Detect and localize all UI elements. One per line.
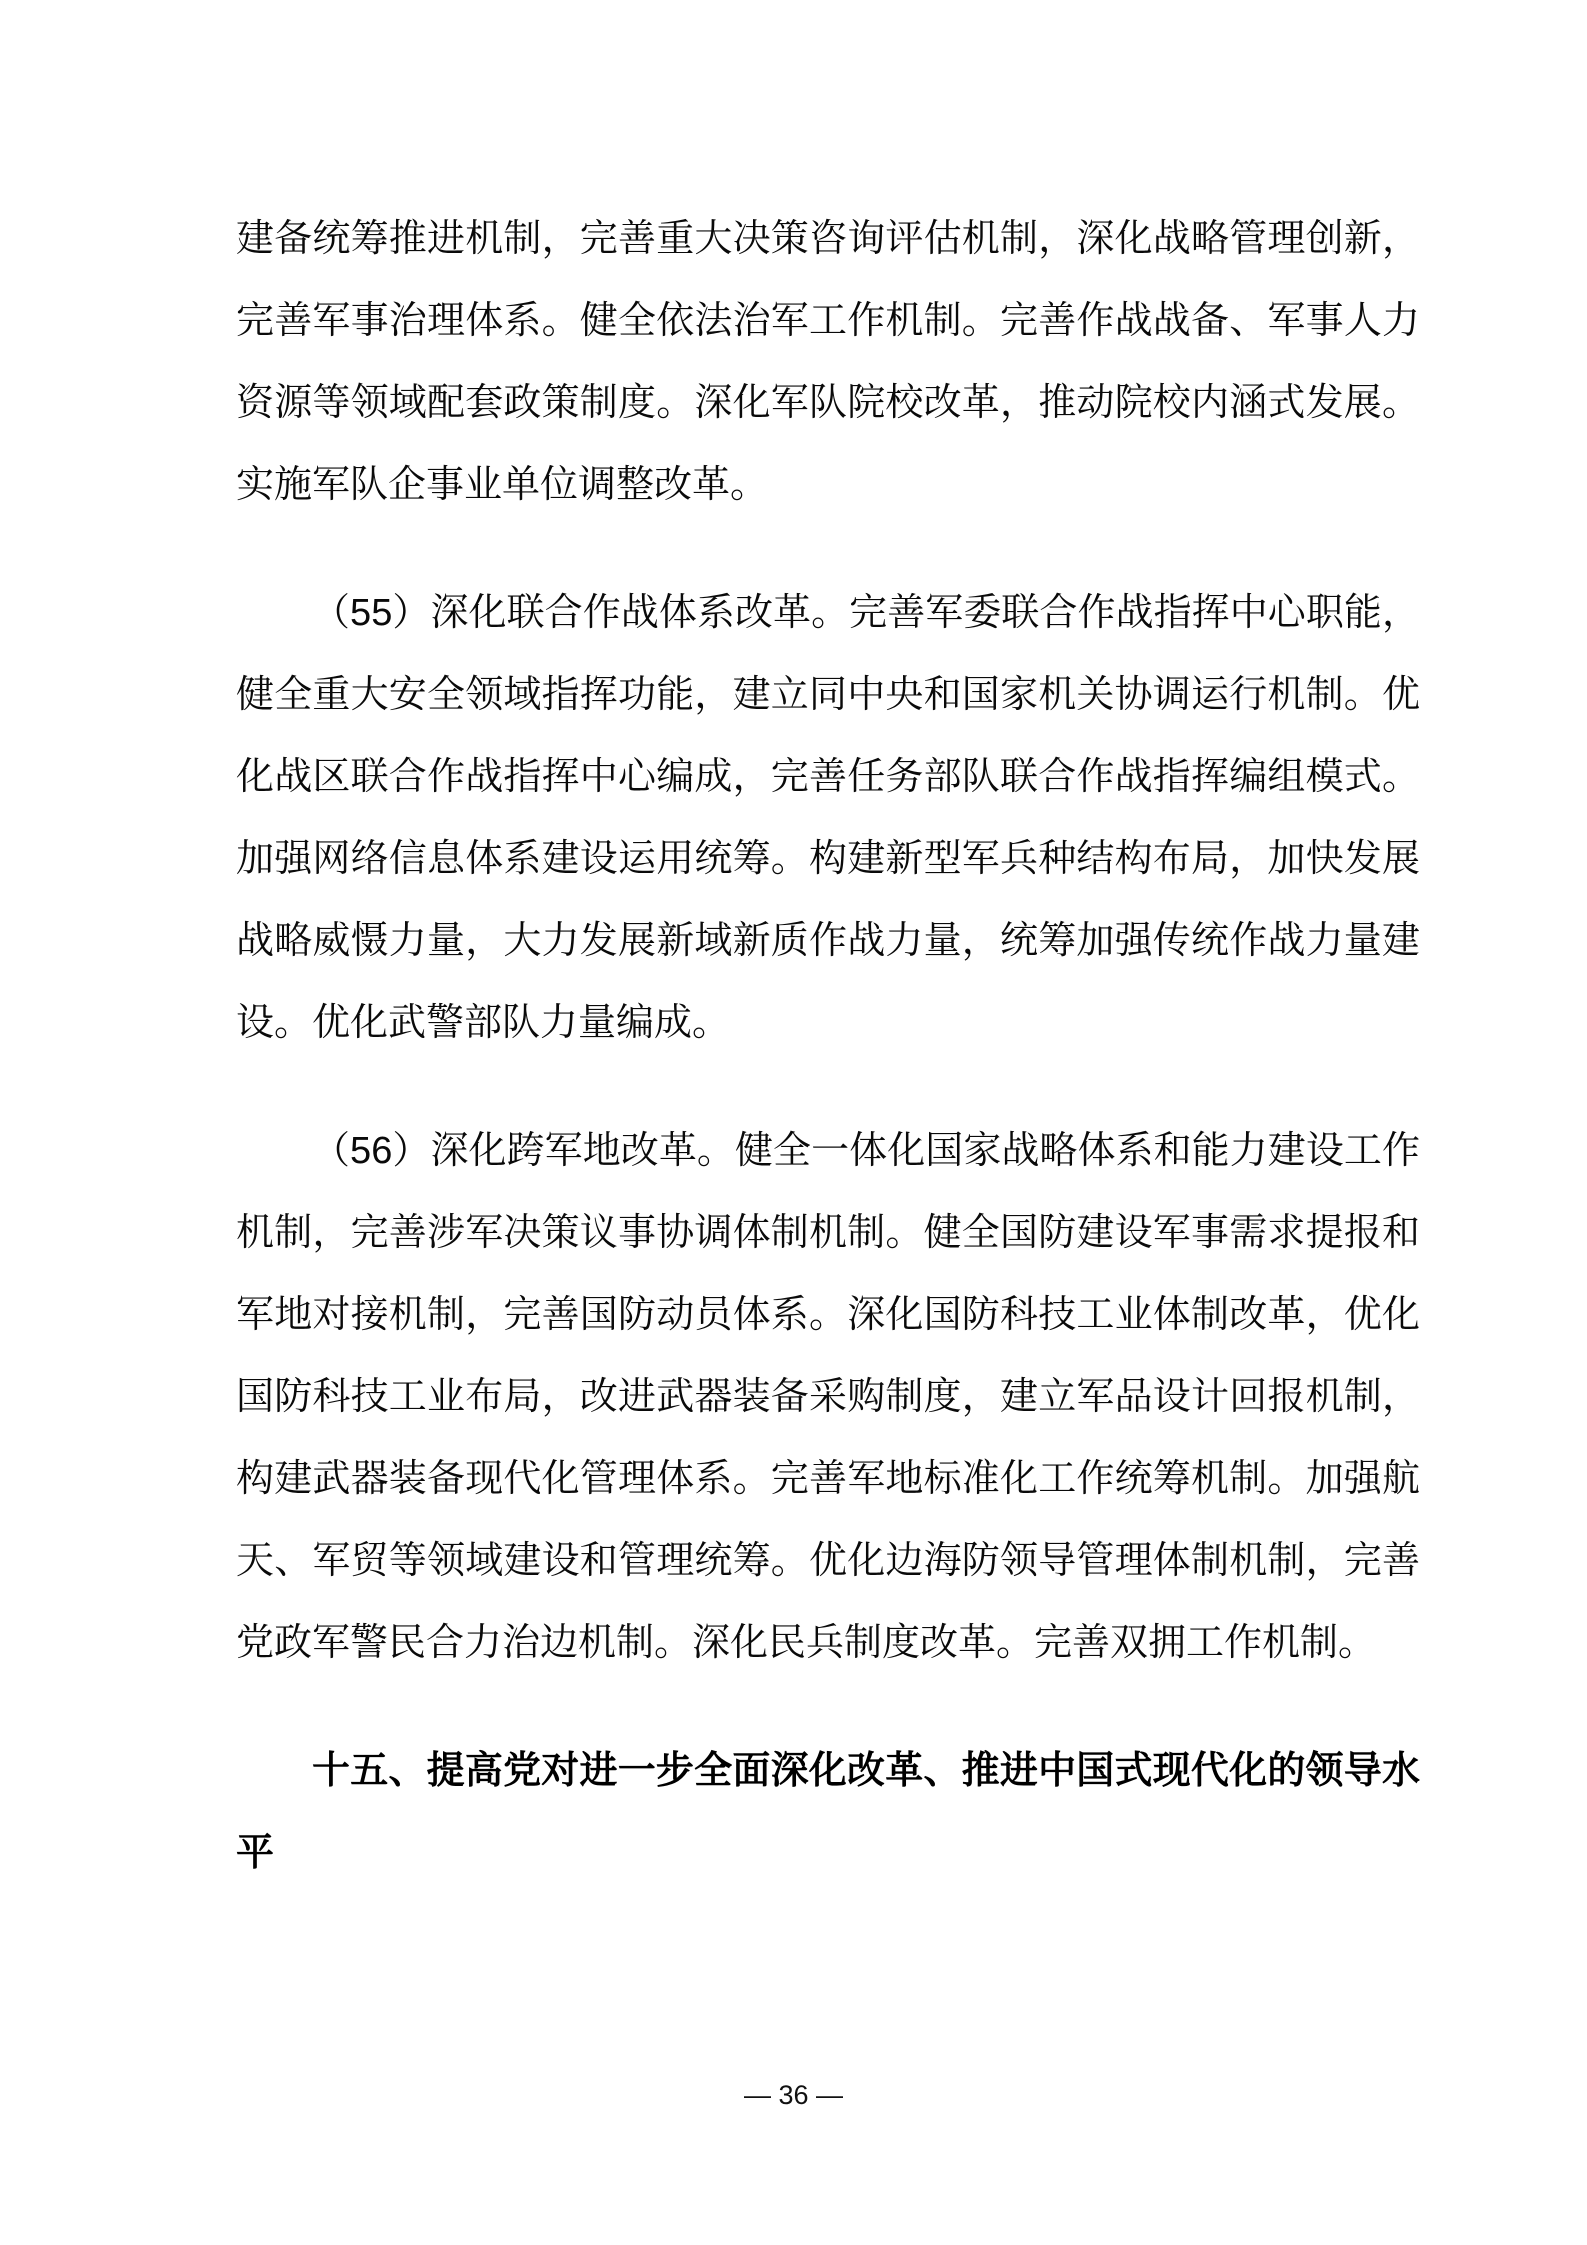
- text-line: 国防科技工业布局，改进武器装备采购制度，建立军品设计回报机制，: [236, 1376, 1420, 1418]
- text-line: 加强网络信息体系建设运用统筹。构建新型军兵种结构布局，加快发展: [236, 838, 1420, 880]
- text-line: 资源等领域配套政策制度。深化军队院校改革，推动院校内涵式发展。: [236, 382, 1420, 424]
- heading-line: 十五、提高党对进一步全面深化改革、推进中国式现代化的领导水: [312, 1750, 1420, 1792]
- text-line: 建备统筹推进机制，完善重大决策咨询评估机制，深化战略管理创新，: [236, 218, 1420, 260]
- text-line: 完善军事治理体系。健全依法治军工作机制。完善作战战备、军事人力: [236, 300, 1420, 342]
- heading-line: 平: [236, 1832, 275, 1874]
- text-line: 设。优化武警部队力量编成。: [236, 1002, 731, 1044]
- text-line: 化战区联合作战指挥中心编成，完善任务部队联合作战指挥编组模式。: [236, 756, 1420, 798]
- paragraph-item-55: [236, 572, 1420, 1064]
- text-line: 实施军队企事业单位调整改革。: [236, 464, 769, 506]
- text-line: （56）深化跨军地改革。健全一体化国家战略体系和能力建设工作: [312, 1130, 1420, 1172]
- text-line: 健全重大安全领域指挥功能，建立同中央和国家机关协调运行机制。优: [236, 674, 1420, 716]
- text-line: 党政军警民合力治边机制。深化民兵制度改革。完善双拥工作机制。: [236, 1622, 1377, 1664]
- paragraph-continuation: [236, 198, 1420, 526]
- text-line: 军地对接机制，完善国防动员体系。深化国防科技工业体制改革，优化: [236, 1294, 1420, 1336]
- text-line: 天、军贸等领域建设和管理统筹。优化边海防领导管理体制机制，完善: [236, 1540, 1420, 1582]
- text-line: 战略威慑力量，大力发展新域新质作战力量，统筹加强传统作战力量建: [236, 920, 1420, 962]
- text-line: 机制，完善涉军决策议事协调体制机制。健全国防建设军事需求提报和: [236, 1212, 1420, 1254]
- text-line: （55）深化联合作战体系改革。完善军委联合作战指挥中心职能，: [312, 592, 1420, 634]
- paragraph-item-56: [236, 1110, 1420, 1684]
- text-line: 构建武器装备现代化管理体系。完善军地标准化工作统筹机制。加强航: [236, 1458, 1420, 1500]
- page-number: — 36 —: [743, 2080, 844, 2110]
- section-heading: [236, 1730, 1420, 1894]
- document-content: [236, 198, 1420, 1894]
